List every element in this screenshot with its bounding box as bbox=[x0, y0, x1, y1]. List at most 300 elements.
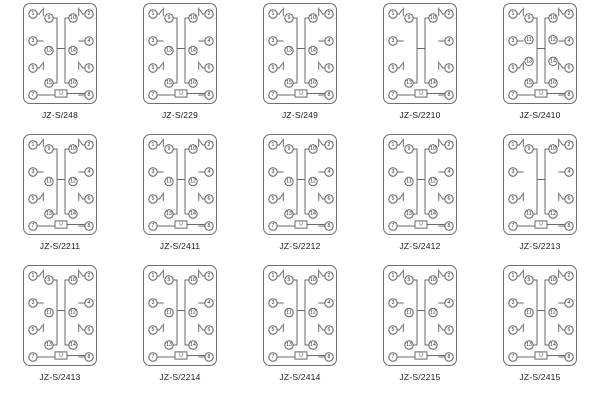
svg-text:4: 4 bbox=[327, 300, 331, 307]
contact-arm bbox=[200, 195, 203, 200]
svg-text:8: 8 bbox=[207, 354, 211, 361]
pin-right-2 bbox=[445, 10, 453, 18]
relay-outline bbox=[143, 265, 217, 366]
svg-text:7: 7 bbox=[391, 354, 395, 361]
pin-right-6 bbox=[445, 195, 453, 203]
pin-left-5 bbox=[509, 64, 517, 72]
svg-text:10: 10 bbox=[190, 15, 196, 22]
wiring-layer bbox=[144, 135, 216, 234]
pin-right-6 bbox=[325, 64, 333, 72]
pin-inner-left-11 bbox=[45, 177, 53, 185]
svg-text:10: 10 bbox=[430, 15, 436, 22]
pin-right-8 bbox=[85, 353, 93, 361]
pin-left-7 bbox=[149, 353, 157, 361]
pin-left-5 bbox=[149, 326, 157, 334]
pin-left-3 bbox=[29, 37, 37, 45]
svg-text:7: 7 bbox=[271, 223, 275, 230]
pin-right-4 bbox=[85, 37, 93, 45]
contact-arm bbox=[200, 64, 203, 69]
svg-text:9: 9 bbox=[287, 15, 291, 22]
svg-text:3: 3 bbox=[271, 300, 275, 307]
pin-inner-right-14 bbox=[309, 46, 317, 54]
contact-arm bbox=[200, 10, 203, 15]
pin-left-7 bbox=[269, 353, 277, 361]
svg-text:2: 2 bbox=[327, 142, 331, 149]
pin-left-1 bbox=[389, 10, 397, 18]
contact-arm bbox=[80, 64, 83, 69]
svg-text:3: 3 bbox=[511, 169, 515, 176]
svg-text:9: 9 bbox=[407, 277, 411, 284]
model-caption: JZ-S/2211 bbox=[39, 241, 81, 251]
pin-inner-left-9 bbox=[405, 145, 413, 153]
pin-left-1 bbox=[149, 10, 157, 18]
svg-text:1: 1 bbox=[151, 11, 155, 18]
pin-inner-right-10 bbox=[69, 14, 77, 22]
pin-inner-left-9 bbox=[285, 14, 293, 22]
svg-text:7: 7 bbox=[31, 354, 35, 361]
contact-arm bbox=[560, 195, 563, 200]
svg-text:8: 8 bbox=[567, 354, 571, 361]
contact-arm bbox=[80, 10, 83, 15]
svg-text:2: 2 bbox=[447, 142, 451, 149]
svg-text:6: 6 bbox=[207, 196, 211, 203]
pin-inner-right-12 bbox=[429, 308, 437, 316]
svg-text:11: 11 bbox=[46, 309, 52, 316]
svg-text:10: 10 bbox=[70, 15, 76, 22]
pin-inner-right-10 bbox=[309, 276, 317, 284]
svg-text:U: U bbox=[59, 90, 63, 97]
svg-text:16: 16 bbox=[550, 80, 556, 87]
svg-text:4: 4 bbox=[87, 38, 91, 45]
svg-text:11: 11 bbox=[166, 178, 172, 185]
pin-right-6 bbox=[565, 64, 573, 72]
pin-inner-right-14 bbox=[189, 46, 197, 54]
svg-text:5: 5 bbox=[511, 196, 515, 203]
model-caption: JZ-S/229 bbox=[161, 110, 199, 120]
coil-symbol bbox=[535, 221, 547, 228]
pin-inner-left-9 bbox=[285, 276, 293, 284]
pin-left-1 bbox=[269, 141, 277, 149]
pin-left-5 bbox=[29, 195, 37, 203]
contact-arm bbox=[159, 64, 162, 69]
pin-inner-left-13 bbox=[285, 210, 293, 218]
pin-inner-left-13 bbox=[45, 210, 53, 218]
svg-text:1: 1 bbox=[31, 142, 35, 149]
svg-text:12: 12 bbox=[190, 178, 196, 185]
svg-text:9: 9 bbox=[407, 146, 411, 153]
pin-left-7 bbox=[29, 222, 37, 230]
svg-text:14: 14 bbox=[70, 211, 76, 218]
svg-text:6: 6 bbox=[87, 196, 91, 203]
pin-left-5 bbox=[149, 64, 157, 72]
inner-right-bus bbox=[185, 18, 189, 83]
relay-diagram bbox=[144, 135, 218, 236]
relay-outline bbox=[383, 265, 457, 366]
inner-left-bus bbox=[413, 149, 417, 214]
pin-left-7 bbox=[29, 91, 37, 99]
model-caption: JZ-S/2412 bbox=[399, 241, 441, 251]
svg-text:3: 3 bbox=[151, 38, 155, 45]
svg-text:10: 10 bbox=[550, 277, 556, 284]
svg-text:6: 6 bbox=[447, 327, 451, 334]
coil-symbol bbox=[415, 352, 427, 359]
inner-left-bus bbox=[53, 149, 57, 214]
svg-text:4: 4 bbox=[447, 38, 451, 45]
pin-right-4 bbox=[565, 168, 573, 176]
pin-inner-left-15 bbox=[285, 79, 293, 87]
diagram-cell bbox=[360, 3, 480, 134]
contact-arm bbox=[519, 64, 522, 69]
inner-left-bus bbox=[53, 280, 57, 345]
svg-text:U: U bbox=[419, 90, 423, 97]
svg-text:13: 13 bbox=[526, 342, 532, 349]
relay-outline bbox=[503, 3, 577, 104]
contact-arm bbox=[80, 272, 83, 277]
pin-inner-left-9 bbox=[525, 276, 533, 284]
pin-right-6 bbox=[445, 64, 453, 72]
svg-text:8: 8 bbox=[87, 223, 91, 230]
pin-right-8 bbox=[85, 91, 93, 99]
contact-arm bbox=[39, 10, 42, 15]
contact-arm bbox=[159, 326, 162, 331]
model-caption: JZ-S/2210 bbox=[399, 110, 441, 120]
svg-text:3: 3 bbox=[31, 38, 35, 45]
pin-right-2 bbox=[85, 141, 93, 149]
svg-text:5: 5 bbox=[151, 196, 155, 203]
pin-left-3 bbox=[149, 168, 157, 176]
svg-text:4: 4 bbox=[567, 38, 571, 45]
relay-outline bbox=[143, 134, 217, 235]
svg-text:2: 2 bbox=[87, 11, 91, 18]
pin-inner-right-14 bbox=[309, 210, 317, 218]
pin-right-6 bbox=[205, 195, 213, 203]
contact-arm bbox=[399, 10, 402, 15]
pin-right-8 bbox=[445, 222, 453, 230]
pin-inner-left-11 bbox=[285, 177, 293, 185]
svg-text:8: 8 bbox=[327, 92, 331, 99]
pin-inner-left-15 bbox=[45, 79, 53, 87]
contact-arm bbox=[320, 195, 323, 200]
relay-diagram bbox=[264, 135, 338, 236]
pin-inner-right-10 bbox=[69, 145, 77, 153]
svg-text:2: 2 bbox=[567, 273, 571, 280]
inner-left-bus bbox=[293, 149, 297, 214]
pin-inner-right-14 bbox=[549, 341, 557, 349]
svg-text:U: U bbox=[179, 90, 183, 97]
pin-right-4 bbox=[565, 299, 573, 307]
pin-left-1 bbox=[389, 272, 397, 280]
pin-right-8 bbox=[565, 222, 573, 230]
pin-inner-right-12 bbox=[549, 35, 557, 43]
pin-inner-left-9 bbox=[525, 145, 533, 153]
svg-text:13: 13 bbox=[46, 211, 52, 218]
pin-inner-left-9 bbox=[45, 14, 53, 22]
coil-symbol bbox=[55, 221, 67, 228]
inner-left-bus bbox=[53, 18, 57, 83]
pin-inner-right-10 bbox=[549, 276, 557, 284]
svg-text:4: 4 bbox=[327, 169, 331, 176]
relay-outline bbox=[23, 134, 97, 235]
contact-arm bbox=[519, 10, 522, 15]
svg-text:9: 9 bbox=[167, 277, 171, 284]
svg-text:7: 7 bbox=[391, 92, 395, 99]
inner-left-bus bbox=[533, 18, 537, 83]
pin-right-8 bbox=[85, 222, 93, 230]
svg-text:2: 2 bbox=[207, 11, 211, 18]
pin-inner-left-9 bbox=[45, 145, 53, 153]
svg-text:1: 1 bbox=[511, 273, 515, 280]
coil-symbol bbox=[295, 90, 307, 97]
pin-inner-left-11 bbox=[165, 177, 173, 185]
diagram-cell bbox=[240, 265, 360, 396]
contact-arm bbox=[399, 141, 402, 146]
svg-text:8: 8 bbox=[447, 92, 451, 99]
pin-right-8 bbox=[325, 222, 333, 230]
pin-right-4 bbox=[325, 37, 333, 45]
svg-text:1: 1 bbox=[271, 11, 275, 18]
svg-text:13: 13 bbox=[46, 342, 52, 349]
svg-text:8: 8 bbox=[567, 92, 571, 99]
inner-left-bus bbox=[533, 149, 537, 214]
pin-left-5 bbox=[269, 326, 277, 334]
pin-inner-right-12 bbox=[189, 308, 197, 316]
contact-arm bbox=[159, 10, 162, 15]
svg-text:12: 12 bbox=[70, 178, 76, 185]
contact-arm bbox=[159, 272, 162, 277]
pin-left-7 bbox=[149, 91, 157, 99]
svg-text:9: 9 bbox=[287, 146, 291, 153]
diagram-cell bbox=[0, 134, 120, 265]
pin-left-7 bbox=[149, 222, 157, 230]
contact-arm bbox=[440, 10, 443, 15]
svg-text:5: 5 bbox=[511, 327, 515, 334]
relay-diagram bbox=[264, 266, 338, 367]
pin-left-3 bbox=[269, 37, 277, 45]
pin-inner-left-11 bbox=[285, 308, 293, 316]
inner-right-bus bbox=[305, 149, 309, 214]
svg-text:12: 12 bbox=[430, 309, 436, 316]
pin-right-2 bbox=[205, 10, 213, 18]
diagram-cell bbox=[0, 3, 120, 134]
pin-inner-right-12 bbox=[69, 308, 77, 316]
pin-left-7 bbox=[29, 353, 37, 361]
svg-text:14: 14 bbox=[190, 47, 196, 54]
svg-text:3: 3 bbox=[511, 38, 515, 45]
contact-arm bbox=[320, 272, 323, 277]
svg-text:1: 1 bbox=[271, 273, 275, 280]
inner-left-bus bbox=[173, 18, 177, 83]
pin-right-2 bbox=[85, 272, 93, 280]
pin-left-1 bbox=[389, 141, 397, 149]
wiring-layer bbox=[504, 135, 576, 234]
svg-text:9: 9 bbox=[47, 15, 51, 22]
svg-text:3: 3 bbox=[511, 300, 515, 307]
svg-text:1: 1 bbox=[391, 273, 395, 280]
svg-text:12: 12 bbox=[70, 309, 76, 316]
pin-left-7 bbox=[509, 222, 517, 230]
pin-inner-left-11 bbox=[525, 35, 533, 43]
svg-text:3: 3 bbox=[271, 38, 275, 45]
svg-text:8: 8 bbox=[327, 223, 331, 230]
svg-text:U: U bbox=[59, 221, 63, 228]
model-caption: JZ-S/249 bbox=[281, 110, 319, 120]
svg-text:12: 12 bbox=[430, 178, 436, 185]
svg-text:10: 10 bbox=[430, 277, 436, 284]
inner-left-bus bbox=[293, 18, 297, 83]
pin-inner-right-14 bbox=[309, 341, 317, 349]
wiring-layer bbox=[264, 266, 336, 365]
pin-left-1 bbox=[509, 141, 517, 149]
svg-text:11: 11 bbox=[526, 309, 532, 316]
pin-right-2 bbox=[325, 10, 333, 18]
pin-left-7 bbox=[509, 353, 517, 361]
pin-inner-left-9 bbox=[405, 14, 413, 22]
wiring-layer bbox=[384, 135, 456, 234]
svg-text:6: 6 bbox=[207, 327, 211, 334]
contact-arm bbox=[560, 326, 563, 331]
svg-text:13: 13 bbox=[166, 342, 172, 349]
svg-text:7: 7 bbox=[271, 92, 275, 99]
contact-arm bbox=[519, 141, 522, 146]
svg-text:2: 2 bbox=[327, 11, 331, 18]
inner-right-bus bbox=[545, 149, 549, 214]
pin-left-7 bbox=[509, 91, 517, 99]
relay-diagram bbox=[384, 135, 458, 236]
pin-right-2 bbox=[325, 272, 333, 280]
svg-text:14: 14 bbox=[70, 47, 76, 54]
pin-right-6 bbox=[85, 64, 93, 72]
svg-text:6: 6 bbox=[327, 65, 331, 72]
svg-text:3: 3 bbox=[151, 300, 155, 307]
pin-inner-left-11 bbox=[405, 308, 413, 316]
contact-arm bbox=[399, 195, 402, 200]
svg-text:14: 14 bbox=[190, 211, 196, 218]
pin-inner-left-13 bbox=[165, 210, 173, 218]
pin-left-7 bbox=[269, 222, 277, 230]
svg-text:14: 14 bbox=[430, 80, 436, 87]
relay-diagram bbox=[384, 266, 458, 367]
svg-text:U: U bbox=[299, 221, 303, 228]
pin-right-4 bbox=[325, 168, 333, 176]
svg-text:U: U bbox=[539, 352, 543, 359]
svg-text:9: 9 bbox=[167, 15, 171, 22]
pin-left-1 bbox=[269, 10, 277, 18]
pin-right-4 bbox=[205, 37, 213, 45]
inner-right-bus bbox=[305, 18, 309, 83]
svg-text:11: 11 bbox=[286, 309, 292, 316]
wiring-layer bbox=[144, 266, 216, 365]
inner-right-bus bbox=[425, 149, 429, 214]
contact-arm bbox=[519, 195, 522, 200]
svg-text:15: 15 bbox=[46, 80, 52, 87]
pin-right-8 bbox=[565, 91, 573, 99]
pin-inner-left-13 bbox=[405, 210, 413, 218]
svg-text:11: 11 bbox=[46, 178, 52, 185]
svg-text:7: 7 bbox=[151, 354, 155, 361]
pin-inner-right-10 bbox=[189, 276, 197, 284]
svg-text:6: 6 bbox=[567, 327, 571, 334]
pin-right-4 bbox=[85, 168, 93, 176]
svg-text:4: 4 bbox=[207, 300, 211, 307]
relay-outline bbox=[263, 134, 337, 235]
pin-right-4 bbox=[325, 299, 333, 307]
inner-right-bus bbox=[65, 18, 69, 83]
pin-inner-left-13 bbox=[405, 79, 413, 87]
svg-text:8: 8 bbox=[207, 223, 211, 230]
wiring-layer bbox=[144, 4, 216, 103]
svg-text:9: 9 bbox=[47, 146, 51, 153]
svg-text:14: 14 bbox=[430, 342, 436, 349]
coil-symbol bbox=[175, 90, 187, 97]
pin-inner-left-13 bbox=[525, 341, 533, 349]
contact-arm bbox=[560, 272, 563, 277]
pin-left-1 bbox=[29, 141, 37, 149]
pin-left-5 bbox=[29, 326, 37, 334]
pin-right-6 bbox=[325, 326, 333, 334]
pin-right-2 bbox=[205, 272, 213, 280]
contact-arm bbox=[399, 326, 402, 331]
pin-inner-right-14 bbox=[549, 57, 557, 65]
svg-text:8: 8 bbox=[87, 354, 91, 361]
relay-outline bbox=[23, 3, 97, 104]
svg-text:4: 4 bbox=[447, 300, 451, 307]
model-caption: JZ-S/2410 bbox=[519, 110, 561, 120]
pin-right-2 bbox=[325, 141, 333, 149]
pin-left-7 bbox=[389, 222, 397, 230]
pin-right-6 bbox=[325, 195, 333, 203]
wiring-layer bbox=[504, 266, 576, 365]
pin-left-5 bbox=[509, 195, 517, 203]
svg-text:14: 14 bbox=[190, 342, 196, 349]
svg-text:11: 11 bbox=[286, 178, 292, 185]
svg-text:14: 14 bbox=[430, 211, 436, 218]
pin-left-1 bbox=[149, 141, 157, 149]
contact-arm bbox=[519, 326, 522, 331]
svg-text:8: 8 bbox=[447, 223, 451, 230]
svg-text:1: 1 bbox=[511, 142, 515, 149]
pin-right-6 bbox=[205, 326, 213, 334]
contact-arm bbox=[519, 272, 522, 277]
relay-outline bbox=[263, 3, 337, 104]
svg-text:U: U bbox=[539, 90, 543, 97]
svg-text:4: 4 bbox=[207, 38, 211, 45]
pin-left-7 bbox=[389, 353, 397, 361]
svg-text:6: 6 bbox=[567, 196, 571, 203]
svg-text:2: 2 bbox=[447, 11, 451, 18]
diagram-cell bbox=[480, 134, 600, 265]
svg-text:4: 4 bbox=[207, 169, 211, 176]
wiring-layer bbox=[24, 266, 96, 365]
contact-arm bbox=[80, 141, 83, 146]
pin-inner-right-10 bbox=[309, 145, 317, 153]
contact-arm bbox=[279, 272, 282, 277]
svg-text:12: 12 bbox=[310, 178, 316, 185]
relay-diagram bbox=[264, 4, 338, 105]
relay-outline bbox=[383, 3, 457, 104]
coil-symbol bbox=[415, 221, 427, 228]
contact-arm bbox=[320, 64, 323, 69]
svg-text:13: 13 bbox=[166, 211, 172, 218]
relay-diagram bbox=[24, 135, 98, 236]
pin-left-3 bbox=[269, 299, 277, 307]
pin-inner-left-13 bbox=[165, 46, 173, 54]
relay-diagram bbox=[504, 266, 578, 367]
contact-arm bbox=[320, 10, 323, 15]
svg-text:1: 1 bbox=[391, 142, 395, 149]
pin-inner-right-14 bbox=[189, 341, 197, 349]
model-caption: JZ-S/2414 bbox=[279, 372, 321, 382]
contact-arm bbox=[279, 195, 282, 200]
